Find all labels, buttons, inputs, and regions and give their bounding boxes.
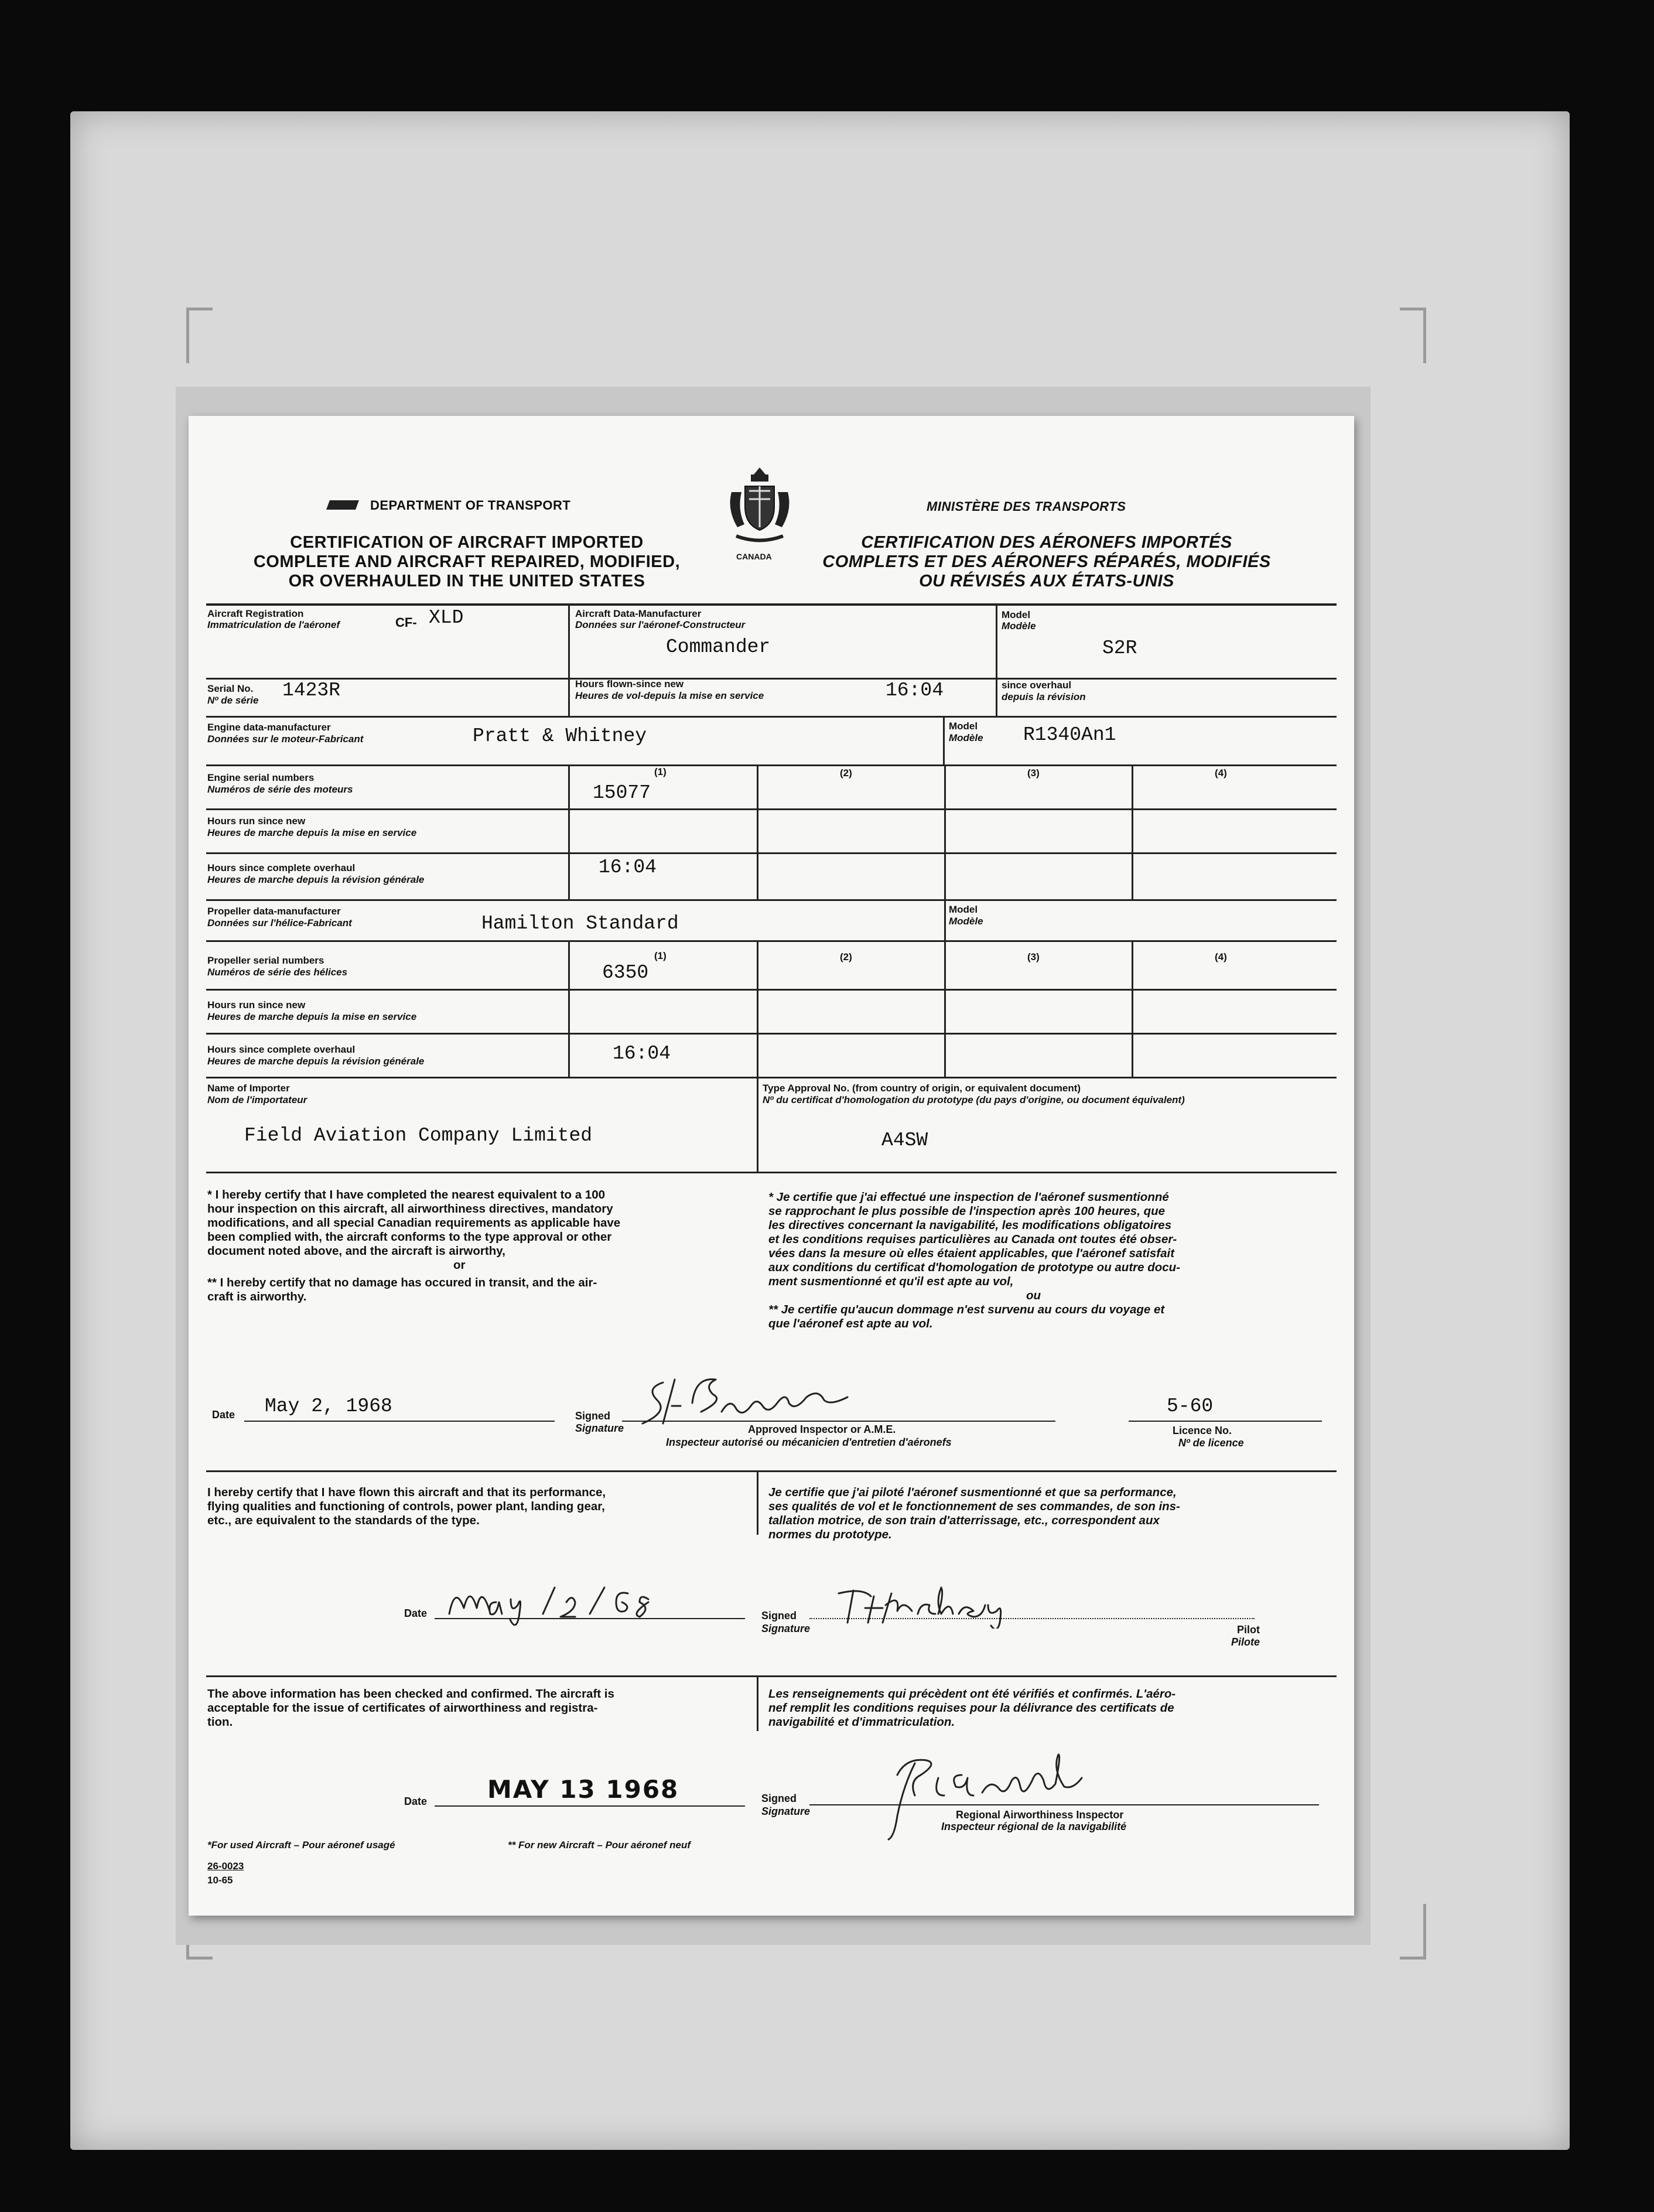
engine-model-label: Model <box>949 721 978 732</box>
column-number: (4) <box>1215 767 1227 779</box>
since-overhaul-label: since overhaul <box>1002 680 1072 691</box>
engine-overhaul-label-fr: Heures de marche depuis la révision générale <box>207 874 425 885</box>
propeller-overhaul-label-fr: Heures de marche depuis la révision générale <box>207 1056 425 1067</box>
column-number: (2) <box>840 951 852 962</box>
engine-serial-label: Engine serial numbers <box>207 772 315 783</box>
column-number: (4) <box>1215 951 1227 962</box>
type-approval-number: A4SW <box>881 1129 928 1151</box>
grid-line <box>206 1077 1337 1078</box>
certification-fr: * Je certifie que j'ai effectué une inspection de l'aéronef susmentionné se rapprochant le plus possible de l'inspection après 100 heures, que les directives concernant la navigabilité, les modifications obligatoires et les conditions requises particulières au Canada ont toutes été obser- vées dans la mesure où elles étaient applicables, que l'aéronef satisfait aux conditions du certificat d'homologation de prototype ou autre docu- ment susmentionné et qu'il est apte au vol, ou ** Je certifie qu'aucun dommage n'est survenu au cours du voyage et que l'aéronef est apte au vol. <box>768 1190 1181 1330</box>
certification-en: * I hereby certify that I have completed the nearest equivalent to a 100 hour inspection on this aircraft, all airworthiness directives, mandatory modifications, and all special Canadian requirements as applicable have been complied with, the aircraft conforms to the type approval or other document noted above, and the aircraft is airworthy, or ** I hereby certify that no damage has occured in transit, and the air- craft is airworthy. <box>207 1188 621 1303</box>
propeller-serial-label: Propeller serial numbers <box>207 955 324 966</box>
importer-label-fr: Nom de l'importateur <box>207 1094 307 1105</box>
propeller-model-label: Model <box>949 904 978 915</box>
propeller-overhaul-label: Hours since complete overhaul <box>207 1044 356 1055</box>
pilot-label-fr: Pilote <box>1231 1636 1260 1648</box>
engine-serial-1: 15077 <box>593 782 651 804</box>
section-divider <box>206 1675 1337 1677</box>
propeller-run-label: Hours run since new <box>207 999 306 1011</box>
canada-coat-of-arms-icon <box>725 463 795 551</box>
confirmation-date-line <box>435 1805 745 1807</box>
serial-label: Serial No. <box>207 683 254 694</box>
aircraft-reg-prefix: CF- <box>395 615 417 630</box>
propeller-data-label: Propeller data-manufacturer <box>207 906 341 917</box>
grid-line <box>944 940 946 1077</box>
section-divider <box>206 1470 1337 1472</box>
grid-line <box>757 764 758 899</box>
regional-inspector-label: Regional Airworthiness Inspector <box>956 1809 1124 1821</box>
grid-line <box>1132 940 1133 1077</box>
signature-label: Signature <box>575 1422 624 1434</box>
regional-confirmation-fr: Les renseignements qui précèdent ont été vérifiés et confirmés. L'aéro- nef remplit les conditions requises pour la délivrance des certificats de navigabilité et d'immatriculation. <box>768 1687 1176 1729</box>
licence-line <box>1129 1421 1322 1422</box>
engine-model-label-fr: Modèle <box>949 732 983 743</box>
serial-label-fr: Nº de série <box>207 695 259 706</box>
grid-line <box>996 603 997 716</box>
grid-line <box>568 603 570 716</box>
pilot-signature <box>833 1582 1055 1629</box>
propeller-manufacturer: Hamilton Standard <box>481 913 679 934</box>
crop-mark-top-left <box>186 308 213 363</box>
regional-confirmation-en: The above information has been checked and confirmed. The aircraft is acceptable for the issue of certificates of airworthiness and registra- tion. <box>207 1687 614 1729</box>
propeller-serial-1: 6350 <box>602 962 649 984</box>
grid-line <box>757 1077 758 1172</box>
approved-inspector-label-fr: Inspecteur autorisé ou mécanicien d'entretien d'aéronefs <box>666 1436 952 1448</box>
signed-label: Signed <box>575 1410 611 1422</box>
engine-run-label-fr: Heures de marche depuis la mise en service <box>207 827 417 838</box>
type-approval-label: Type Approval No. (from country of origin, or equivalent document) <box>763 1083 1081 1094</box>
column-number: (1) <box>654 766 667 777</box>
dept-fr: MINISTÈRE DES TRANSPORTS <box>927 499 1126 514</box>
column-number: (3) <box>1027 951 1040 962</box>
pilot-certification-fr: Je certifie que j'ai piloté l'aéronef susmentionné et que sa performance, ses qualités de vol et le fonctionnement de ses commandes, de son ins- tallation motrice, de son train d'atterrissage, etc., correspondent aux normes du prototype. <box>768 1486 1180 1541</box>
title-en: CERTIFICATION OF AIRCRAFT IMPORTED COMPLETE AND AIRCRAFT REPAIRED, MODIFIED, OR OVERHAULED IN THE UNITED STATES <box>253 533 681 590</box>
title-fr: CERTIFICATION DES AÉRONEFS IMPORTÉS COMPLETS ET DES AÉRONEFS RÉPARÉS, MODIFIÉS OU RÉVISÉS AUX ÉTATS-UNIS <box>822 533 1271 590</box>
crop-mark-bottom-right <box>1400 1904 1426 1960</box>
section-divider <box>757 1470 758 1535</box>
certificate-form <box>189 416 1354 1916</box>
grid-line <box>943 716 945 764</box>
grid-line <box>206 1033 1337 1035</box>
date-label: Date <box>212 1409 235 1421</box>
engine-overhaul-1: 16:04 <box>599 856 657 878</box>
hours-flown: 16:04 <box>886 680 944 701</box>
licence-label-fr: Nº de licence <box>1178 1437 1244 1449</box>
dept-en: DEPARTMENT OF TRANSPORT <box>370 498 571 513</box>
confirmation-signature-label: Signature <box>761 1805 811 1817</box>
grid-line <box>944 899 946 940</box>
grid-line <box>1132 764 1133 899</box>
approved-inspector-label: Approved Inspector or A.M.E. <box>748 1424 896 1435</box>
hours-flown-label: Hours flown-since new <box>575 678 684 689</box>
pilot-signature-label: Signature <box>761 1623 811 1634</box>
grid-line <box>206 716 1337 718</box>
grid-line <box>944 764 946 899</box>
footnote-new-aircraft: ** For new Aircraft – Pour aéronef neuf <box>508 1839 691 1851</box>
regional-inspector-label-fr: Inspecteur régional de la navigabilité <box>941 1821 1127 1832</box>
engine-model: R1340An1 <box>1023 724 1116 746</box>
engine-overhaul-label: Hours since complete overhaul <box>207 862 356 873</box>
crop-mark-top-right <box>1400 308 1426 363</box>
form-number: 26-0023 <box>207 1861 244 1872</box>
redaction-mark <box>326 500 359 510</box>
engine-data-label-fr: Données sur le moteur-Fabricant <box>207 733 364 745</box>
grid-line <box>206 764 1337 766</box>
propeller-data-label-fr: Données sur l'hélice-Fabricant <box>207 917 352 929</box>
section-divider <box>757 1675 758 1731</box>
grid-line <box>568 764 570 899</box>
aircraft-manufacturer: Commander <box>666 636 771 658</box>
grid-line <box>206 603 1337 606</box>
pilot-certification-en: I hereby certify that I have flown this aircraft and that its performance, flying qualities and functioning of controls, power plant, landing gear, etc., are equivalent to the standards of the type. <box>207 1486 606 1527</box>
since-overhaul-label-fr: depuis la révision <box>1002 691 1086 702</box>
grid-line <box>206 940 1337 942</box>
aircraft-data-label: Aircraft Data-Manufacturer <box>575 608 702 619</box>
grid-line <box>206 852 1337 854</box>
importer-label: Name of Importer <box>207 1083 290 1094</box>
hours-flown-label-fr: Heures de vol-depuis la mise en service <box>575 690 764 701</box>
aircraft-model-label-fr: Modèle <box>1002 620 1036 631</box>
grid-line <box>206 989 1337 991</box>
pilot-label: Pilot <box>1237 1624 1260 1636</box>
grid-line <box>568 940 570 1077</box>
type-approval-label-fr: Nº du certificat d'homologation du prototype (du pays d'origine, ou document équivalent) <box>763 1094 1185 1105</box>
aircraft-serial: 1423R <box>282 680 341 701</box>
engine-serial-label-fr: Numéros de série des moteurs <box>207 784 353 795</box>
aircraft-model-label: Model <box>1002 609 1031 620</box>
licence-label: Licence No. <box>1173 1425 1232 1436</box>
propeller-overhaul-1: 16:04 <box>613 1043 671 1064</box>
confirmation-signed-label: Signed <box>761 1793 797 1804</box>
grid-line <box>206 678 1337 680</box>
propeller-serial-label-fr: Numéros de série des hélices <box>207 967 348 978</box>
date-stamp: MAY 13 1968 <box>487 1775 679 1804</box>
grid-line <box>206 899 1337 901</box>
crest-label: CANADA <box>736 552 772 561</box>
footnote-used-aircraft: *For used Aircraft – Pour aéronef usagé <box>207 1839 395 1851</box>
inspection-date: May 2, 1968 <box>265 1395 392 1417</box>
pilot-signed-label: Signed <box>761 1610 797 1622</box>
engine-run-label: Hours run since new <box>207 815 306 827</box>
licence-number: 5-60 <box>1167 1395 1214 1417</box>
aircraft-reg-value: XLD <box>429 607 464 629</box>
column-number: (2) <box>840 767 852 779</box>
date-line <box>244 1421 555 1422</box>
grid-line <box>206 808 1337 810</box>
inspector-signature <box>640 1371 886 1429</box>
column-number: (3) <box>1027 767 1040 779</box>
aircraft-data-label-fr: Données sur l'aéronef-Constructeur <box>575 619 746 630</box>
aircraft-reg-label-fr: Immatriculation de l'aéronef <box>207 619 340 630</box>
aircraft-reg-label: Aircraft Registration <box>207 608 304 619</box>
confirmation-date-label: Date <box>404 1795 428 1807</box>
grid-line <box>206 1172 1337 1173</box>
grid-line <box>757 940 758 1077</box>
pilot-date-label: Date <box>404 1607 428 1619</box>
propeller-run-label-fr: Heures de marche depuis la mise en service <box>207 1011 417 1022</box>
engine-data-label: Engine data-manufacturer <box>207 722 331 733</box>
importer-name: Field Aviation Company Limited <box>244 1125 593 1146</box>
propeller-model-label-fr: Modèle <box>949 916 983 927</box>
column-number: (1) <box>654 950 667 961</box>
form-date: 10-65 <box>207 1875 233 1886</box>
engine-manufacturer: Pratt & Whitney <box>473 725 647 747</box>
pilot-date-handwritten <box>446 1582 657 1629</box>
aircraft-model: S2R <box>1102 637 1137 659</box>
